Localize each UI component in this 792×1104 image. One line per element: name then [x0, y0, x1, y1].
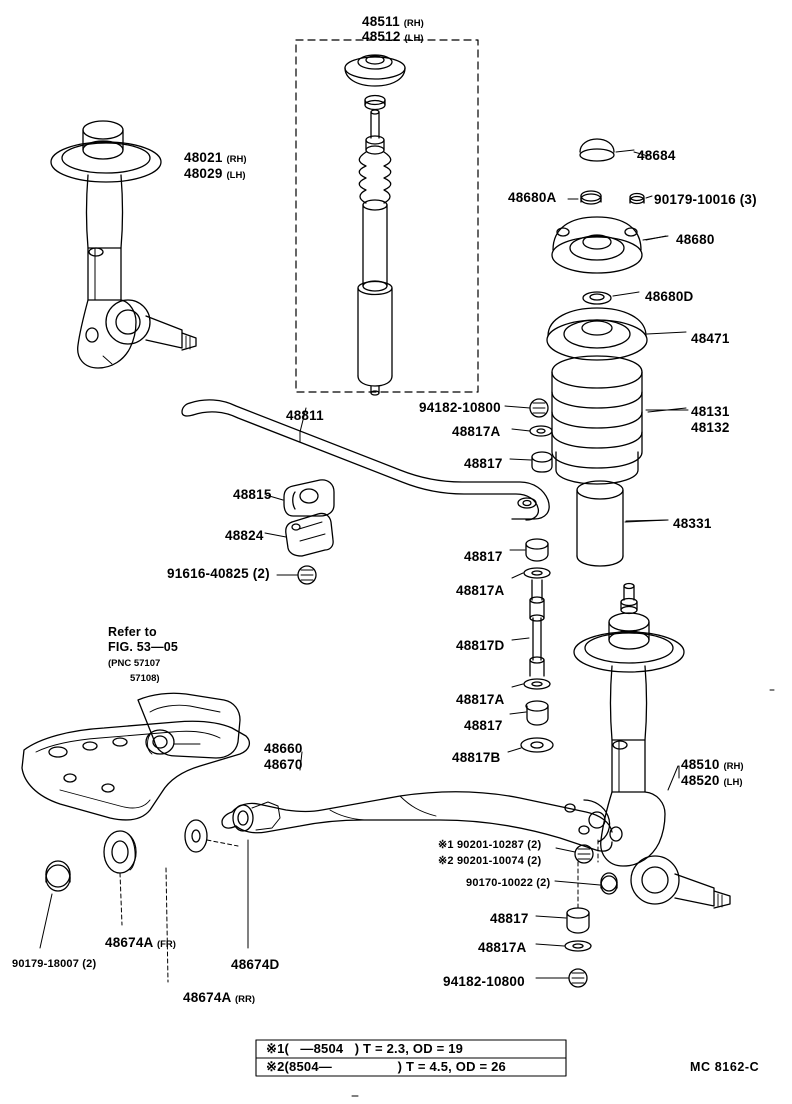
- refer-line-1: Refer to: [108, 625, 157, 639]
- label-48817a-1: [452, 424, 501, 439]
- label-48674d: [231, 957, 280, 972]
- part-number: 48817: [464, 456, 503, 471]
- label-48331: [673, 516, 712, 531]
- label-48131: [691, 404, 730, 419]
- part-number: 90179-10016 (3): [654, 192, 757, 207]
- part-number: 48817A: [456, 692, 505, 707]
- label-48512: [362, 29, 424, 45]
- label-48824: [225, 528, 264, 543]
- label-48132: [691, 420, 730, 435]
- part-number: 48674A: [105, 935, 153, 950]
- label-48680d: [645, 289, 694, 304]
- part-side: (LH): [723, 777, 743, 788]
- label-91616-40825: [167, 566, 270, 581]
- part-number: 48511: [362, 14, 400, 29]
- label-48817-1: [464, 456, 503, 471]
- part-number: 48512: [362, 29, 401, 44]
- part-number: 48817A: [456, 583, 505, 598]
- part-number: 48660: [264, 741, 303, 756]
- label-48021: [184, 150, 247, 166]
- label-48817-2: [464, 549, 503, 564]
- label-48674a-fr: [105, 935, 176, 951]
- label-48660: [264, 741, 303, 756]
- label-90170-10022: [466, 877, 550, 889]
- refer-note: [108, 625, 178, 685]
- part-side: (LH): [226, 170, 246, 181]
- part-number: 48520: [681, 773, 720, 788]
- part-number: 48680D: [645, 289, 694, 304]
- part-number: 48817: [464, 718, 503, 733]
- part-number: ※1 90201-10287 (2): [438, 839, 542, 851]
- label-48670: [264, 757, 303, 772]
- part-number: 90170-10022 (2): [466, 877, 551, 889]
- label-48815: [233, 487, 272, 502]
- part-number: 48132: [691, 420, 730, 435]
- label-48817a-4: [478, 940, 527, 955]
- label-48680: [676, 232, 715, 247]
- label-48817-4: [490, 911, 529, 926]
- part-number: 48817B: [452, 750, 501, 765]
- label-48680a: [508, 190, 557, 205]
- part-number: 90179-18007 (2): [12, 958, 97, 970]
- label-94182-10800-bottom: [443, 974, 525, 989]
- footnote-text: ) T = 4.5, OD = 26: [397, 1059, 506, 1074]
- label-48674a-rr: [183, 990, 255, 1006]
- label-48520: [681, 773, 743, 789]
- part-number: 48811: [286, 408, 324, 423]
- part-number: 48674D: [231, 957, 280, 972]
- part-number: 48817: [490, 911, 529, 926]
- footnote-2: [266, 1060, 506, 1075]
- footnote-1: [266, 1042, 463, 1057]
- refer-line-3: (PNC 57107: [108, 658, 161, 669]
- label-48029: [184, 166, 246, 182]
- part-number: 48471: [691, 331, 730, 346]
- part-number: 48817: [464, 549, 503, 564]
- part-number: 48817A: [452, 424, 501, 439]
- label-48817a-2: [456, 583, 505, 598]
- label-48511: [362, 14, 424, 30]
- label-48684: [637, 148, 676, 163]
- part-number: 91616-40825 (2): [167, 566, 270, 581]
- label-90201-10074: [438, 855, 541, 867]
- part-number: 48824: [225, 528, 264, 543]
- part-number: ※2 90201-10074 (2): [438, 855, 542, 867]
- label-94182-10800-top: [419, 400, 501, 415]
- refer-line-4: 57108): [130, 673, 160, 684]
- part-number: 48029: [184, 166, 223, 181]
- label-48817a-3: [456, 692, 505, 707]
- label-48817b: [452, 750, 501, 765]
- part-number: 48331: [673, 516, 712, 531]
- part-side: (RH): [226, 154, 247, 165]
- label-90179-10016: [654, 192, 757, 207]
- part-side: (RH): [403, 18, 424, 29]
- part-number: 94182-10800: [419, 400, 501, 415]
- label-48811: [286, 408, 324, 423]
- label-48817d: [456, 638, 505, 653]
- drawing-code: MC 8162-C: [690, 1060, 760, 1074]
- label-48510: [681, 757, 744, 773]
- part-number: 48670: [264, 757, 303, 772]
- label-48817-3: [464, 718, 503, 733]
- footnote-text: ) T = 2.3, OD = 19: [354, 1041, 464, 1056]
- footnote-range: —8504: [300, 1041, 344, 1056]
- refer-line-2: FIG. 53—05: [108, 640, 179, 654]
- part-number: 48815: [233, 487, 272, 502]
- part-number: 48817A: [478, 940, 527, 955]
- part-position: (FR): [156, 939, 176, 950]
- part-number: 48510: [681, 757, 720, 772]
- part-number: 48680A: [508, 190, 557, 205]
- part-side: (LH): [404, 33, 424, 44]
- part-number: 94182-10800: [443, 974, 525, 989]
- part-number: 48817D: [456, 638, 505, 653]
- part-number: 48674A: [183, 990, 231, 1005]
- label-48471: [691, 331, 730, 346]
- part-side: (RH): [723, 761, 744, 772]
- part-position: (RR): [234, 994, 256, 1005]
- label-90179-18007: [12, 958, 96, 970]
- part-number: 48021: [184, 150, 223, 165]
- part-number: 48131: [691, 404, 730, 419]
- footnote-marker: ※2(8504—: [266, 1059, 332, 1074]
- footnote-marker: ※1(: [266, 1041, 290, 1056]
- label-90201-10287: [438, 839, 541, 851]
- part-number: 48684: [637, 148, 676, 163]
- part-number: 48680: [676, 232, 715, 247]
